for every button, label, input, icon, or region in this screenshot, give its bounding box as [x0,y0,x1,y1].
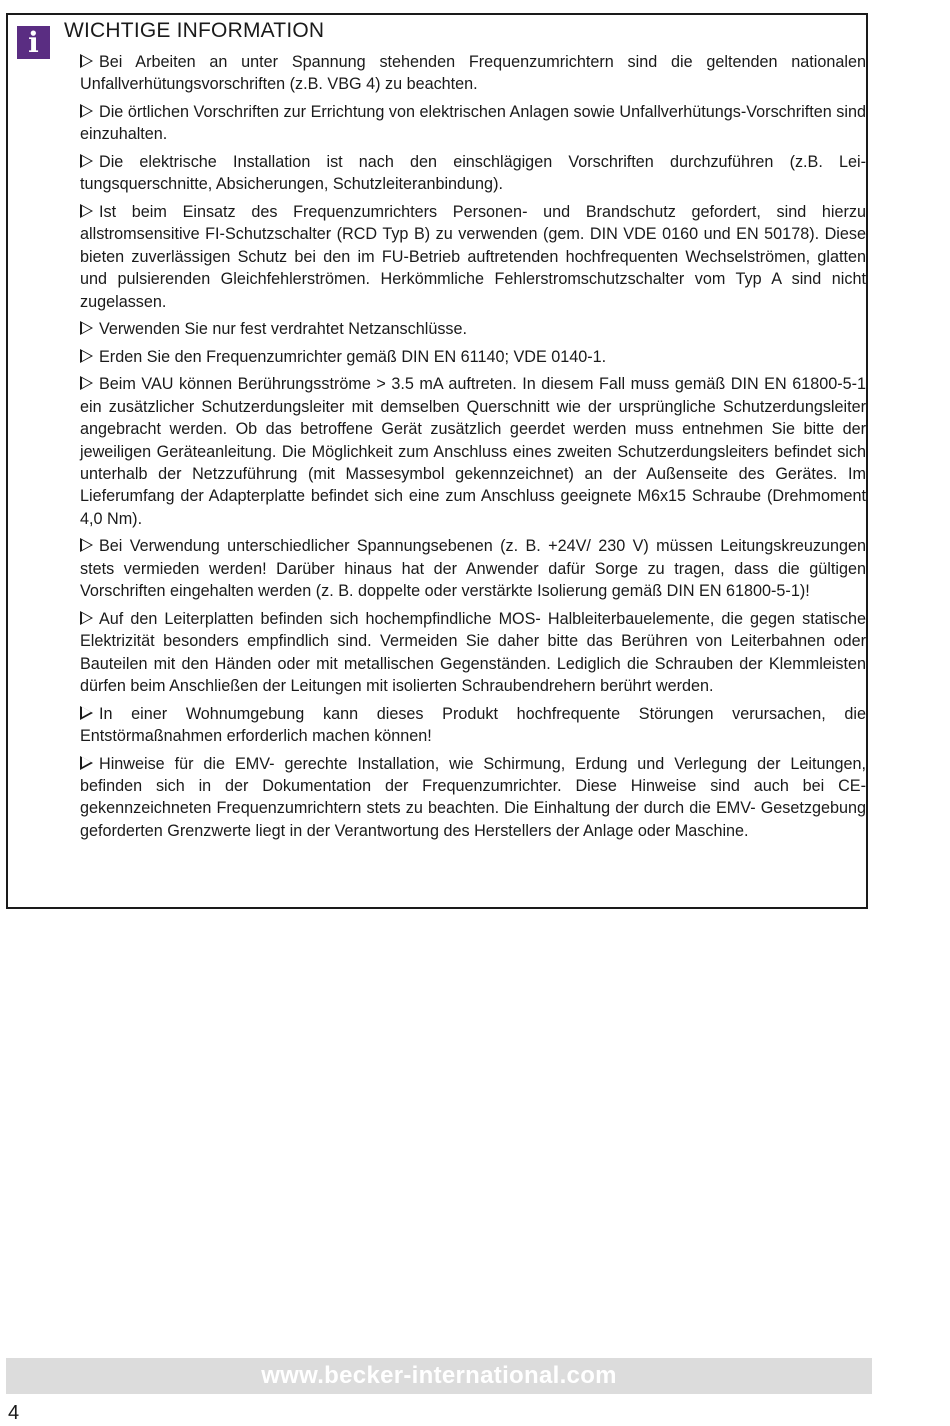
list-item-text: Hinweise für die EMV- gerechte Installation, wie Schirmung, Erdung und Verlegung der Leitungen, befinden sich in der Dokumentation der Frequenzumrichter. Diese Hinweise sind auch bei CE- gekennzeichneten Frequenzumrichtern stets zu beachten. Die Einhaltung der durch die EMV- Gesetzgebung geforderten Grenzwerte liegt in der Verantwortung des Herstellers der Anlage oder Maschine. [80,754,866,840]
page-number: 4 [8,1402,20,1424]
triangle-bullet-icon [80,376,93,390]
info-box-title: WICHTIGE INFORMATION [64,19,325,42]
list-item [80,51,866,96]
footer-website-link[interactable]: www.becker-international.com [261,1362,617,1389]
list-item [80,151,866,196]
triangle-bullet-icon [80,611,93,625]
list-item [80,535,866,602]
list-item-text: Bei Arbeiten an unter Spannung stehenden Frequenzumrichtern sind die geltenden nationalen Unfallverhütungsvorschriften (z.B. VBG 4) zu beachten. [80,53,866,94]
list-item-text: Bei Verwendung unterschiedlicher Spannungsebenen (z. B. +24V/ 230 V) müssen Leitungskreuzungen stets vermieden werden! Darüber hinaus hat der Anwender dafür Sorge zu tragen, dass die gültigen Vorschriften eingehalten werden (z. B. doppelte oder verstärkte Isolierung gemäß DIN EN 61800-5-1)! [80,537,866,601]
triangle-bullet-icon [80,349,93,363]
triangle-bullet-icon [80,154,93,168]
list-item [80,101,866,146]
list-item [80,201,866,313]
triangle-bullet-icon [80,104,93,118]
list-item [80,318,866,340]
list-item-text: In einer Wohnumgebung kann dieses Produkt hochfrequente Störungen verursachen, die Entstörmaßnahmen erforderlich machen können! [80,704,866,746]
triangle-bullet-icon [80,538,93,552]
info-icon: i [17,26,50,59]
list-item [80,703,866,748]
list-item [80,346,866,368]
list-item-text: Ist beim Einsatz des Frequenzumrichters Personen- und Brandschutz gefordert, sind hierzu allstromsensitive FI-Schutzschalter (RCD Typ B) zu verwenden (gem. DIN VDE 0160 und EN 50178). Diese bieten zuverlässigen Schutz bei den im FU-Betrieb auftretenden hochfrequenten Wechselströmen, glatten und pulsierenden Gleichfehlerströmen. Herkömmliche Fehlerstromschutzschalter vom Typ A sind nicht zugelassen. [80,203,866,311]
list-item [80,373,866,530]
list-item-text: Die elektrische Installation ist nach den einschlägigen Vorschriften durchzuführen (z.B. Leitungsquerschnitte, Absicherungen, Schutzleiteranbindung). [80,153,866,194]
list-item-text: Die örtlichen Vorschriften zur Errichtung von elektrischen Anlagen sowie Unfallverhütungs-Vorschriften sind einzuhalten. [80,103,866,144]
important-information-box [6,13,868,909]
footer-bar [6,1358,872,1394]
instruction-list [80,51,866,847]
list-item [80,608,866,698]
list-item-text: Beim VAU können Berührungsströme > 3.5 mA auftreten. In diesem Fall muss gemäß DIN EN 61800-5-1 ein zusätzlicher Schutzerdungsleiter mit demselben Querschnitt wie der ursprüngliche Schutzerdungsleiter angebracht werden. Ob das betroffene Gerät zusätzlich geerdet werden muss entnehmen Sie bitte der jeweiligen Geräteanleitung. Die Möglichkeit zum Anschluss eines zweiten Schutzerdungsleiters befindet sich unterhalb der Netzzuführung (mit Massesymbol gekennzeichnet) an der Außenseite des Gerätes. Im Lieferumfang der Adapterplatte befindet sich eine zum Anschluss geeignete M6x15 Schraube (Drehmoment 4,0 Nm). [80,375,866,528]
triangle-bullet-icon [80,756,93,770]
list-item-text: Erden Sie den Frequenzumrichter gemäß DIN EN 61140; VDE 0140-1. [99,347,607,366]
triangle-bullet-icon [80,706,93,720]
list-item-text: Auf den Leiterplatten befinden sich hochempfindliche MOS- Halbleiterbauelemente, die gegen statische Elektrizität besonders empfindlich sind. Vermeiden Sie daher bitte das Berühren von Leiterbahnen oder Bauteilen mit den Händen oder mit metallischen Gegenständen. Lediglich die Schrauben der Klemmleisten dürfen beim Anschließen der Leitungen mit isolierten Schraubendrehern berührt werden. [80,609,866,696]
triangle-bullet-icon [80,321,93,335]
list-item [80,753,866,843]
triangle-bullet-icon [80,54,93,68]
triangle-bullet-icon [80,204,93,218]
list-item-text: Verwenden Sie nur fest verdrahtet Netzanschlüsse. [99,320,468,339]
